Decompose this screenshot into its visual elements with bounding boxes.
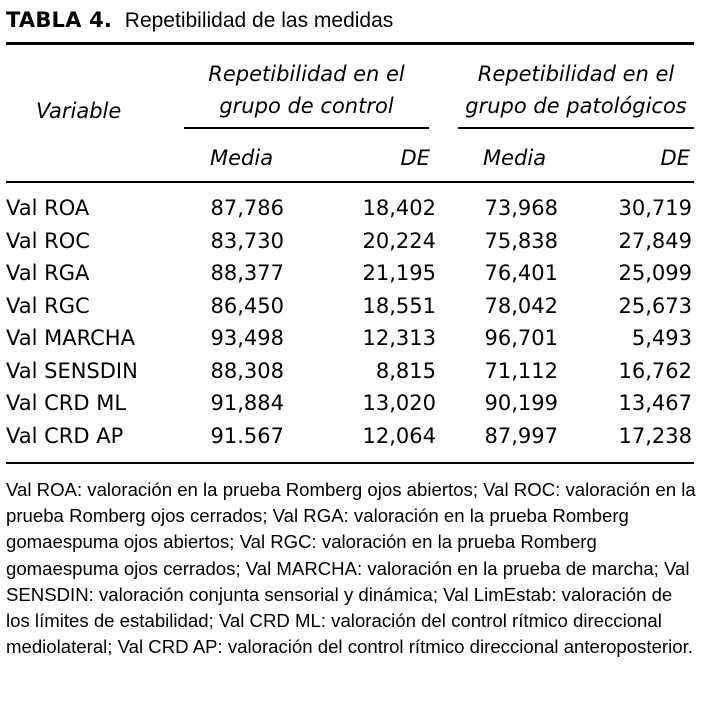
control-de-cell: 20,224 <box>362 228 436 253</box>
pathologic-de-cell: 30,719 <box>618 196 692 220</box>
control-de-cell: 12,313 <box>362 326 436 350</box>
pathologic-de-cell: 17,238 <box>618 423 692 448</box>
control-de-cell: 18,551 <box>362 293 436 318</box>
pathologic-de-cell: 13,467 <box>618 391 692 415</box>
control-de-cell: 18,402 <box>362 196 436 220</box>
variable-cell: Val RGA <box>6 261 90 285</box>
pathologic-media-cell: 96,701 <box>484 326 558 350</box>
pathologic-de-cell: 25,099 <box>618 261 692 285</box>
pathologic-de-cell: 25,673 <box>618 293 692 318</box>
header-rule <box>6 181 694 183</box>
table-row <box>0 290 705 323</box>
table-label: TABLA 4. <box>6 8 113 32</box>
table-row <box>0 387 705 420</box>
pathologic-de-cell: 5,493 <box>631 326 692 350</box>
group-control-header <box>184 58 429 122</box>
control-de-cell: 21,195 <box>362 261 436 285</box>
group-control-line2: grupo de control <box>219 94 394 118</box>
pathologic-de-cell: 27,849 <box>618 228 692 253</box>
variable-cell: Val SENSDIN <box>6 358 138 383</box>
group-control-rule <box>184 127 429 129</box>
table-row <box>0 192 705 225</box>
table-row <box>0 322 705 355</box>
control-media-cell: 87,786 <box>210 196 284 220</box>
table-footnote: Val ROA: valoración en la prueba Romberg ojos abiertos; Val ROC: valoración en la prueba Romberg ojos cerrados; Val RGA: valoración en la prueba Romberg gomaespuma ojos abiertos; Val RGC: valoración en la prueba Romberg gomaespuma ojos cerrados; Val MARCHA: valoración en la prueba de marcha; Val SENSDIN: valoración conjunta sensorial y dinámica; Val LimEstab: valoración de los límites de estabilidad; Val CRD ML: valoración del control rítmico direccional mediolateral; Val CRD AP: valoración del control rítmico direccional anteroposterior. <box>6 479 696 658</box>
variable-cell: Val RGC <box>6 293 90 318</box>
control-media-cell: 86,450 <box>210 293 284 318</box>
pathologic-media-cell: 87,997 <box>484 423 558 448</box>
control-media-cell: 91,884 <box>210 391 284 415</box>
variable-cell: Val MARCHA <box>6 326 135 350</box>
pathologic-media-cell: 78,042 <box>484 293 558 318</box>
table-caption <box>6 6 393 35</box>
pathologic-de-cell: 16,762 <box>618 358 692 383</box>
pathologic-media-cell: 90,199 <box>484 391 558 415</box>
pathologic-media-cell: 75,838 <box>484 228 558 253</box>
group-control-line1: Repetibilidad en el <box>208 62 405 86</box>
variable-cell: Val CRD ML <box>6 391 127 415</box>
table-row <box>0 420 705 453</box>
control-de-cell: 12,064 <box>362 423 436 448</box>
table-row <box>0 257 705 290</box>
group-pathologic-rule <box>458 127 694 129</box>
control-media-cell: 93,498 <box>210 326 284 350</box>
table-row <box>0 355 705 388</box>
table-body <box>0 192 705 452</box>
variable-header: Variable <box>36 99 122 123</box>
control-de-cell: 13,020 <box>362 391 436 415</box>
pathologic-media-cell: 76,401 <box>484 261 558 285</box>
table-title: Repetibilidad de las medidas <box>124 9 394 32</box>
control-media-cell: 88,308 <box>210 358 284 383</box>
bottom-rule <box>6 462 694 464</box>
pathologic-media-cell: 73,968 <box>484 196 558 220</box>
variable-cell: Val CRD AP <box>6 423 124 448</box>
control-de-cell: 8,815 <box>375 358 436 383</box>
de-pathologic-header: DE <box>660 146 690 170</box>
de-control-header: DE <box>400 146 430 170</box>
group-pathologic-line2: grupo de patológicos <box>465 94 687 118</box>
pathologic-media-cell: 71,112 <box>484 358 558 383</box>
group-pathologic-header <box>458 58 694 122</box>
control-media-cell: 91.567 <box>210 423 284 448</box>
control-media-cell: 83,730 <box>210 228 284 253</box>
table-row <box>0 225 705 258</box>
top-rule <box>6 42 694 45</box>
variable-cell: Val ROC <box>6 228 90 253</box>
control-media-cell: 88,377 <box>210 261 284 285</box>
media-control-header: Media <box>210 146 274 170</box>
group-pathologic-line1: Repetibilidad en el <box>477 62 675 86</box>
media-pathologic-header: Media <box>483 146 547 170</box>
variable-cell: Val ROA <box>6 196 90 220</box>
